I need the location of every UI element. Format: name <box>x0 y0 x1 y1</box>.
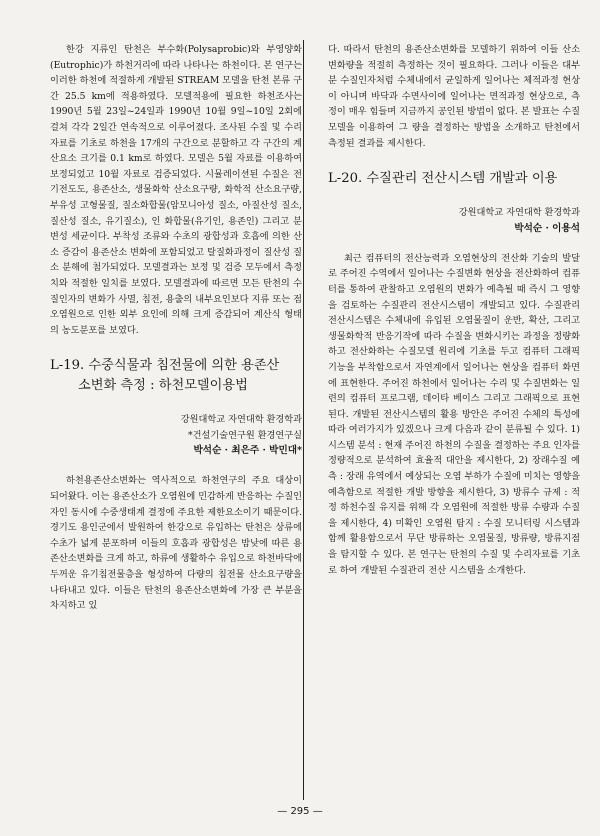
column-divider <box>303 40 304 800</box>
affiliation-line: 강원대학교 자연대학 환경학과 <box>180 414 302 426</box>
section-l19-title-line2: 소변화 측정 : 하천모델이용법 <box>78 378 248 394</box>
author-list: 박석순 · 이용석 <box>514 222 580 234</box>
section-l19-affiliation <box>50 412 302 459</box>
author-list: 박석순 · 최은주 · 박민대* <box>193 445 302 457</box>
left-column <box>50 42 302 614</box>
section-l20 <box>328 169 580 578</box>
section-l20-affiliation <box>328 205 580 237</box>
abstract-l20: 최근 컴퓨터의 전산능력과 오염현상의 전산화 기술의 발달로 주어진 수역에서 일어나는 수질변화 현상을 전산화하여 컴퓨터를 통하여 관찰하고 오염원의 변화가 예측될 때 즉시 그 영향을 검토하는 수질관리 전산시스템이 개발되고 있다. 수질관리 전산시스템은 수체내에 유입된 오염물질이 운반, 확산, 그리고 생물화학적 반응기작에 따라 수질을 변화시키는 과정을 정량화하고 전산화하는 수질모델 원리에 기초를 두고 컴퓨터 그래픽 기능을 부착함으로서 자연계에서 일어나는 현상을 컴퓨터 화면에 표현한다. 주어진 하천에서 일어나는 수리 및 수질변화는 일련의 컴퓨터 프로그램, 데이타 베이스 그리고 그래픽으로 표현된다. 개발된 전산시스템의 활용 방안은 주어진 수체의 특성에 따라 여러가지가 있겠으나 크게 다음과 같이 분류될 수 있다. 1) 시스템 분석 : 현재 주어진 하천의 수질을 결정하는 주요 인자를 정량적으로 분석하여 효율적 대안을 제시한다, 2) 장래수질 예측 : 장래 유역에서 예상되는 오염 부하가 수질에 미치는 영향을 예측함으로 적절한 개발 방향을 제시한다, 3) 방류수 규제 : 적정 하천수질 유지를 위해 각 오염원에 적절한 방류 수량과 수질을 제시한다, 4) 미확인 오염원 탐지 : 수질 모니터링 시스템과 함께 활용함으로서 무단 방류하는 오염물질, 방류량, 방류지점을 탐지할 수 있다. 본 연구는 탄천의 수질 및 수리자료를 기초로 하여 개발된 수질관리 전산 시스템을 소개한다. <box>328 252 580 576</box>
affiliation-line: 강원대학교 자연대학 환경학과 <box>458 207 580 219</box>
abstract-l19-continued: 다. 따라서 탄천의 용존산소변화를 모델하기 위하여 이들 산소변화량을 적절히 측정하는 것이 필요하다. 그러나 이들은 대부분 수질인자처럼 수체내에서 균일하게 일어나는 체적과정 현상이 아니며 바닥과 수면사이에 일어나는 면적과정 현상으로, 측정이 매우 힘들며 지금까지 공인된 방법이 없다. 본 발표는 수질모델을 이용하여 그 량을 결정하는 방법을 소개하고 탄천에서 측정된 결과를 제시한다. <box>328 44 580 149</box>
page-number: — 295 — <box>277 806 323 817</box>
abstract-l19: 하천용존산소변화는 역사적으로 하천연구의 주요 대상이 되어왔다. 이는 용존산소가 오염원에 민감하게 반응하는 수질인자인 동시에 수중생태계 결정에 주요한 제한요소이기 때문이다. 경기도 용인군에서 발원하여 한강으로 유입하는 탄천은 상류에 수초가 넓게 분포하며 이들의 호흡과 광합성은 밤낮에 따른 용존산소변화를 크게 하고, 하류에 생활하수 유입으로 하천바닥에 두꺼운 유기침전물층을 형성하여 다량의 침전물 산소요구량을 나타내고 있다. 이들은 탄천의 용존산소변화에 가장 큰 부분을 차지하고 있 <box>50 475 302 612</box>
section-l19 <box>50 356 302 614</box>
abstract-l18-continued: 한강 지류인 탄천은 부수화(Polysaprobic)와 부영양화(Eutrophic)가 하천거리에 따라 나타나는 하천이다. 본 연구는 이러한 하천에 적절하게 개발된 STREAM 모델을 탄천 본류 구간 25.5 km에 적용하였다. 모델적용에 필요한 하천조사는 1990년 5월 23일~24일과 1990년 10월 9일~10일 2회에 걸쳐 각각 2일간 연속적으로 이루어졌다. 조사된 수질 및 수리자료를 기초로 하천을 17개의 구간으로 분할하고 각 구간의 계산요소 크기를 0.1 km로 하였다. 모델은 5월 자료를 이용하여 보정되었고 10월 자료로 검증되었다. 시뮬레이션된 수질은 전기전도도, 용존산소, 생물화학 산소요구량, 화학적 산소요구량, 부유성 고형물질, 질소화합물(암모니아성 질소, 아질산성 질소, 질산성 질소, 유기질소), 인 화합물(유기인, 용존인) 그리고 분변성 세균이다. 부착성 조류와 수초의 광합성과 호흡에 의한 산소 증감이 용존산소 변화에 포함되었고 탈질화과정이 질산성 질소 분해에 첨가되었다. 모델결과는 보정 및 검증 모두에서 측정치와 적절한 일치를 보였다. 모델결과에 따르면 모든 탄천의 수질인자의 변화가 사멸, 침전, 용출의 내부요인보다 지류 또는 점오염원으로 인한 외부 요인에 의해 크게 증감되어 계산식 형태의 농도분포를 보였다. <box>50 44 302 336</box>
section-l19-title-line1: L-19. 수중식물과 침전물에 의한 용존산 <box>50 358 280 374</box>
section-l19-title <box>50 356 302 396</box>
section-l20-title: L-20. 수질관리 전산시스템 개발과 이용 <box>328 171 558 187</box>
right-column <box>328 42 580 578</box>
affiliation-line: *건설기술연구원 환경연구실 <box>187 429 302 441</box>
